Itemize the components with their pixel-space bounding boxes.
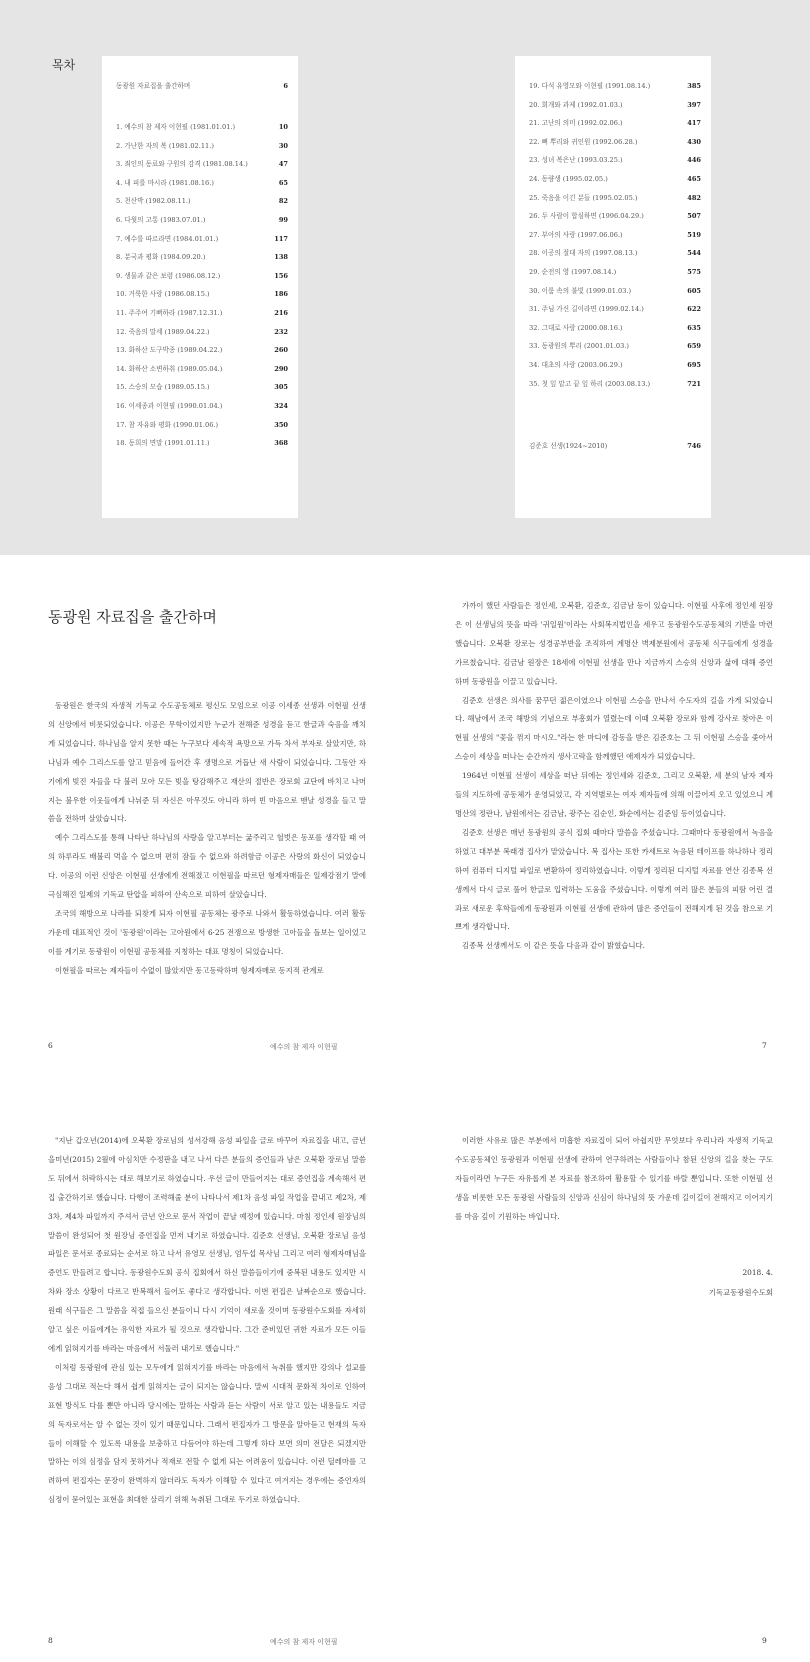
toc-entry-title: 2. 가난한 자의 복 (1981.02.11.): [116, 141, 214, 150]
toc-entry-title: 30. 이룸 속의 불빛 (1999.01.03.): [529, 286, 632, 295]
toc-entry: [529, 320, 701, 336]
body-paragraph: 이처럼 동광원에 관심 있는 모두에게 읽혀지기를 바라는 마음에서 녹취를 했지만 강의나 설교를 음성 그대로 적는다 해서 쉽게 읽혀지는 글이 되지는 않습니다. 말씨 시대적 문화적 차이로 인하여 표현 방식도 다를 뿐만 아니라 당시에는 말하는 사람과 듣는 사람이 서로 알고 있는 내용들도 지금의 독자로서는 알 수 없는 것이 있기 때문입니다. 그래서 편집자가 그 방문을 알아듣고 현재의 독자들이 이해할 수 있도록 내용을 보충하고 다듬어야 하는데 그렇게 하다 보면 의미 전달은 되겠지만 말하는 이의 심정을 담지 못하거나 적재로 전할 수 없게 되는 어려움이 있습니다. 이런 딜레마를 고려하여 편집자는 문장이 완벽하지 않더라도 독자가 이해할 수 있다고 여겨지는 경우에는 증언자의 심정이 묻어있는 표현을 최대한 살리기 위해 녹취된 그대로 두기로 하였습니다.: [48, 1362, 366, 1505]
toc-entry-page: 65: [278, 178, 288, 187]
body-paragraph: 동광원은 한국의 자생적 기독교 수도공동체로 평신도 모임으로 이공 이세종 선생과 이현필 선생의 신앙에서 비롯되었습니다. 이공은 무학이었지만 누군가 전해준 성경을 듣고 한글과 숙음을 깨치게 되었습니다. 하나님을 알지 못한 때는 누구보다 세속적 욕망으로 가득 차서 부자로 살았지만, 하나님과 예수 그리스도를 알고 믿음에 들어간 후 생명으로 거듭난 새 사람이 되었습니다. 그동안 자기에게 빚진 자들을 다 불러 모아 모든 빚을 탕감해주고 재산의 절반은 장로회 교단에 바치고 나머지는 불우한 이웃들에게 나눠준 뒤 자신은 아무것도 아니라 하여 빈 마음으로 맨날 성경을 들고 말씀을 전하며 살았습니다.: [48, 701, 366, 824]
page-6-body: [48, 697, 366, 981]
toc-entry: [529, 97, 701, 113]
toc-entry: [116, 156, 288, 172]
toc-entry-page: 350: [274, 420, 288, 429]
toc-entry-title: 32. 그대로 사랑 (2000.08.16.): [529, 323, 623, 332]
toc-entry-page: 138: [274, 253, 288, 262]
toc-entry: [529, 152, 701, 168]
toc-entry-title: 17. 참 자유와 평화 (1990.01.06.): [116, 420, 219, 429]
toc-entry-title: 12. 죽음의 말세 (1989.04.22.): [116, 327, 210, 336]
toc-entry: [116, 231, 288, 247]
toc-entry-title: 35. 첫 잎 맡고 끝 잎 하리 (2003.08.13.): [529, 379, 651, 388]
toc-entry-page: 10: [278, 123, 288, 131]
toc-entry-title: 9. 생물과 같은 보렴 (1986.08.12.): [116, 271, 221, 280]
toc-entry: [116, 342, 288, 358]
toc-entry-title: 김준호 선생(1924~2010): [529, 442, 608, 450]
toc-entry: [529, 227, 701, 243]
body-paragraph: 이러한 사유로 많은 부분에서 미흡한 자료집이 되어 아쉽지만 무엇보다 우리나라 자생적 기독교 수도공동체인 동광원과 이현필 선생에 관하여 연구하려는 사람들이나 참된 신앙의 길을 찾는 구도자들이라면 누구든 자유롭게 본 자료를 참조하여 활용할 수 있기를 바랄 뿐입니다. 또한 이현필 선생을 비롯한 모든 동광원 사람들의 신앙과 신심이 하나님의 뜻 가운데 길이길이 전해지고 이어지기를 마음 깊이 기원하는 바입니다.: [455, 1136, 773, 1221]
toc-entry-page: 507: [687, 212, 701, 221]
toc-entry: [116, 119, 288, 135]
toc-entry: [116, 286, 288, 302]
toc-entry-title: 20. 회개와 과제 (1992.01.03.): [529, 100, 623, 109]
toc-entry-title: 23. 성녀 복은난 (1993.03.25.): [529, 156, 623, 165]
toc-entry: [529, 78, 701, 94]
toc-entry-title: 29. 순전의 영 (1997.08.14.): [529, 268, 617, 276]
toc-entry: [116, 379, 288, 395]
toc-entry: [116, 324, 288, 340]
page-7-body: [455, 597, 773, 956]
toc-entry-title: 33. 동광원의 뿌리 (2001.01.03.): [529, 342, 629, 351]
toc-entry: [529, 190, 701, 206]
toc-entry: [116, 361, 288, 377]
toc-entry-page: 99: [278, 216, 288, 224]
toc-entry-page: 30: [278, 141, 288, 150]
toc-entry-title: 31. 주님 가신 길이라면 (1999.02.14.): [529, 305, 644, 314]
toc-entry-page: 544: [687, 249, 701, 258]
toc-entry-title: 27. 부아의 사랑 (1997.06.06.): [529, 230, 623, 239]
toc-entry: [529, 264, 701, 280]
running-header-6: 예수의 참 제자 이현필: [270, 1043, 338, 1051]
toc-entry-page: 117: [274, 234, 288, 243]
toc-entry-title: 26. 두 사람이 합심하면 (1996.04.29.): [529, 212, 644, 221]
toc-heading: 목차: [52, 58, 76, 72]
body-paragraph: 예수 그리스도를 통해 나타난 하나님의 사랑을 알고부터는 굶주리고 헐벗은 동포를 생각할 때 여의 하루라도 배불리 먹을 수 없으며 편히 잠들 수 없으와 하려함금 이공은 사랑의 화신이 되었습니다. 이공의 이런 신앙은 이현필 선생에게 전해졌고 이현필을 따르던 형제자매들은 일제강점기 말에 극심해진 일제의 기독교 탄압을 피하여 산속으로 피하여 살았습니다.: [48, 833, 366, 900]
toc-entry: [529, 283, 701, 299]
toc-entry-page: 82: [278, 197, 288, 206]
toc-entry-title: 5. 천산박 (1982.08.11.): [116, 197, 191, 206]
toc-entry: [116, 78, 288, 94]
toc-entry: [529, 301, 701, 317]
page-9-body: [455, 1132, 773, 1227]
toc-entry-page: 324: [274, 402, 288, 410]
toc-entry-page: 575: [687, 268, 701, 276]
toc-entry: [116, 212, 288, 228]
toc-entry-page: 216: [274, 309, 288, 317]
body-paragraph: 김준호 선생은 의사를 꿈꾸던 젊은이였으나 이현필 스승을 만나서 수도자의 길을 가게 되었습니다. 해남에서 조국 해방의 기념으로 부흥회가 열렸는데 이때 오북환 장로와 함께 강사로 찾아온 이현필 선생의 "꽃을 꺾지 마시오."라는 한 마디에 감동을 받은 김준호는 그 뒤 이현필 스승을 좇아서 스승이 세상을 떠나는 순간까지 생사고락을 함께했던 애제자가 되었습니다.: [455, 695, 773, 762]
page-title: 동광원 자료집을 출간하며: [48, 608, 217, 626]
toc-entry: [116, 417, 288, 433]
toc-entry: [116, 249, 288, 265]
toc-entry-page: 465: [687, 175, 701, 183]
toc-entry-page: 659: [687, 342, 701, 351]
toc-entry-page: 6: [283, 82, 288, 90]
toc-entry: [529, 171, 701, 187]
toc-entry: [529, 338, 701, 354]
page-number-8: 8: [48, 1636, 53, 1645]
toc-entry: [529, 208, 701, 224]
toc-entry-title: 6. 다윗의 고통 (1983.07.01.): [116, 216, 206, 224]
toc-entry-page: 47: [278, 160, 288, 169]
toc-entry-title: 13. 화하산 도구박종 (1989.04.22.): [116, 346, 223, 355]
toc-entry-page: 417: [687, 119, 701, 128]
toc-entry-page: 605: [687, 286, 701, 295]
toc-entry-page: 446: [687, 156, 701, 165]
page-number-6: 6: [48, 1041, 53, 1050]
toc-entry-title: 21. 고난의 의미 (1992.02.06.): [529, 119, 623, 128]
body-paragraph: 1964년 이현필 선생이 세상을 떠난 뒤에는 정인세와 김준호, 그리고 오북환, 세 분의 남자 제자들의 지도하에 공동체가 운영되었고, 각 지역별로는 여자 제자들에 의해 이끌어져 오고 있었으니 계명산의 정란나, 남원에서는 김금남, 광주는 김순인, 화순에서는 김준임 등이었습니다.: [455, 771, 773, 818]
toc-card-left: [102, 56, 298, 518]
page-number-9: 9: [762, 1636, 767, 1645]
toc-entry-title: 3. 죄인의 동료와 구원의 감격 (1981.08.14.): [116, 160, 248, 169]
toc-entry: [529, 357, 701, 373]
sign-off-org: 기독교동광원수도회: [708, 1288, 773, 1297]
toc-entry: [116, 305, 288, 321]
toc-entry-page: 519: [687, 230, 701, 239]
toc-entry-page: 746: [687, 442, 701, 450]
toc-entry-title: 15. 스승의 모습 (1989.05.15.): [116, 383, 210, 392]
toc-entry-title: 8. 분국과 평화 (1984.09.20.): [116, 253, 206, 262]
toc-entry-title: 34. 대초의 사랑 (2003.06.29.): [529, 361, 623, 369]
toc-entry-page: 156: [274, 271, 288, 280]
toc-entry-title: 14. 화하산 소변하취 (1989.05.04.): [116, 364, 223, 373]
toc-entry-title: 24. 동량생 (1995.02.05.): [529, 175, 608, 183]
body-paragraph: 이현필을 따르는 제자들이 수없이 많았지만 동고동락하며 형제자매로 동지적 관계로: [55, 965, 324, 975]
toc-entry: [116, 268, 288, 284]
body-paragraph: 가까이 했던 사람들은 정인세, 오북환, 김준호, 김금남 등이 있습니다. 이현필 사후에 정인세 원장은 이 선생님의 뜻을 따라 '귀일원'이라는 사회복지법인을 세우고 동광원수도공동체의 기반을 마련했습니다. 오북환 장로는 성경공부반을 조직하여 계명산 벽제분원에서 공동체 식구들에게 성경을 가르쳤습니다. 김금남 원장은 18세에 이현필 선생을 만나 지금까지 스승의 신앙과 삶에 대해 증언하며 동광원을 이끌고 있습니다.: [455, 601, 773, 686]
toc-entry-page: 721: [687, 379, 701, 388]
toc-entry-title: 28. 이공의 절대 자의 (1997.08.13.): [529, 249, 638, 258]
toc-entry: [529, 245, 701, 261]
toc-card-right: [515, 56, 711, 518]
toc-entry-title: 25. 죽음을 이긴 분들 (1995.02.05.): [529, 193, 638, 202]
toc-entry: [116, 138, 288, 154]
toc-entry: [116, 193, 288, 209]
sign-off-date: 2018. 4.: [742, 1268, 773, 1277]
running-header-8: 예수의 참 제자 이현필: [270, 1638, 338, 1646]
toc-entry-page: 430: [687, 137, 701, 146]
toc-entry-title: 7. 예수를 따르라면 (1984.01.01.): [116, 234, 219, 243]
page-number-7: 7: [762, 1041, 767, 1050]
toc-entry-title: 동광원 자료집을 출간하며: [116, 82, 191, 90]
toc-entry-title: 16. 이세종과 이현필 (1990.01.04.): [116, 402, 223, 410]
toc-entry-page: 482: [687, 193, 701, 202]
body-paragraph: "지난 갑오년(2014)에 오북환 장로님의 성서강해 음성 파일을 글로 바꾸어 자료집을 내고, 금년 을미년(2015) 2월에 아심치만 수정판을 내고 나서 다른 분들의 증언들과 남은 오북환 장로님 말씀도 뒤에서 허락하시는 대로 해보기로 하였습니다. 우선 글이 만들어지는 대로 증언집을 계속해서 편집 출간하기로 했습니다. 다행이 조력해줄 분이 나타나서 제1차 음성 파일 작업을 끝내고 제2차, 제3차, 제4차 파일까지 주셔서 금년 안으로 문서 작업이 끝날 예정에 있습니다. 마침 정인세 원장님의 말씀이 완성되어 첫 원장님 증언집을 먼저 내기로 하였습니다. 김준호 선생님, 오북환 장로님 음성파일은 문서로 종료되는 순서로 하고 나서 유영모 선생님, 엄두섭 목사님 그리고 여러 형제자매님을 증언도 만들려고 합니다. 동광원수도회 공식 집회에서 하신 말씀들이기에 중복된 내용도 있지만 시차와 장소 상황이 다르고 반복해서 들어도 좋다고 생각합니다. 이번 편집은 날짜순으로 했습니다. 원래 식구들은 그 말씀을 직접 들으신 분들이니 다시 기억이 새로울 것이며 동광원수도회를 자세히 알고 싶은 이들에게는 유익한 자료가 될 것으로 생각합니다. 그간 준비있던 귀한 자료가 모든 이들에게 읽혀지기를 바라는 마음에서 서둘러 내기로 했습니다.": [48, 1136, 366, 1353]
body-paragraph: 조국의 해방으로 나라를 되찾게 되자 이현필 공동체는 광주로 나와서 활동하였습니다. 여러 활동 가운데 대표적인 것이 '동광원'이라는 고아원에서 6·25 전쟁으로 방생한 고아들을 돌보는 일이었고 이를 계기로 동광원이 이현필 공동체를 지칭하는 대표 명칭이 되었습니다.: [48, 908, 366, 956]
toc-entry: [529, 438, 701, 454]
toc-entry-page: 368: [274, 439, 288, 448]
toc-entry-title: 19. 다석 유영모와 이현필 (1991.08.14.): [529, 82, 651, 90]
toc-entry-page: 385: [687, 82, 701, 90]
toc-entry-title: 1. 예수의 참 제자 이현필 (1981.01.01.): [116, 123, 236, 131]
toc-entry: [529, 134, 701, 150]
body-paragraph: 김준호 선생은 매년 동광원의 공식 집회 때마다 말씀을 주셨습니다. 그때마다 동광원에서 녹음을 하였고 대부분 복래경 집사가 맡았습니다. 복 집사는 또한 카세트로 녹음된 테이프를 하나하나 정리하여 컴퓨터 디지털 파일로 변환하여 정리하였습니다. 이렇게 정리된 디지털 자료를 연산 김종복 선생께서 다시 글로 풀어 한글로 입력하는 도움을 주셨습니다. 이렇게 여러 많은 분들의 피땀 어린 결과로 새로운 후학들에게 동광원과 이현필 선생에 관하여 많은 증언들이 전해지게 된 것을 참으로 기쁘게 생각합니다.: [455, 827, 773, 932]
toc-entry-title: 10. 거룩한 사랑 (1986.08.15.): [116, 290, 210, 299]
toc-entry: [116, 435, 288, 451]
toc-entry: [116, 175, 288, 191]
toc-entry-title: 22. 뼈 뿌리와 귀인원 (1992.06.28.): [529, 137, 638, 146]
toc-entry-title: 11. 주주여 기뻐하라 (1987.12.31.): [116, 309, 223, 317]
toc-entry-page: 305: [274, 383, 288, 392]
toc-entry-page: 695: [687, 361, 701, 369]
toc-entry-page: 186: [274, 290, 288, 299]
toc-band: [0, 0, 810, 555]
toc-entry: [529, 376, 701, 392]
toc-entry-page: 635: [687, 323, 701, 332]
toc-entry-page: 622: [687, 305, 701, 314]
page-8-body: [48, 1132, 366, 1510]
toc-entry-title: 18. 동희의 면말 (1991.01.11.): [116, 439, 210, 448]
toc-entry: [116, 398, 288, 414]
toc-entry-page: 260: [274, 346, 288, 355]
toc-entry-page: 232: [274, 327, 288, 336]
body-paragraph: 김종복 선생께서도 이 같은 뜻을 다음과 같이 밝혔습니다.: [462, 941, 646, 951]
toc-entry-page: 290: [274, 364, 288, 373]
toc-entry-title: 4. 내 피를 마시라 (1981.08.16.): [116, 178, 214, 187]
toc-entry: [529, 115, 701, 131]
toc-entry-page: 397: [687, 100, 701, 109]
